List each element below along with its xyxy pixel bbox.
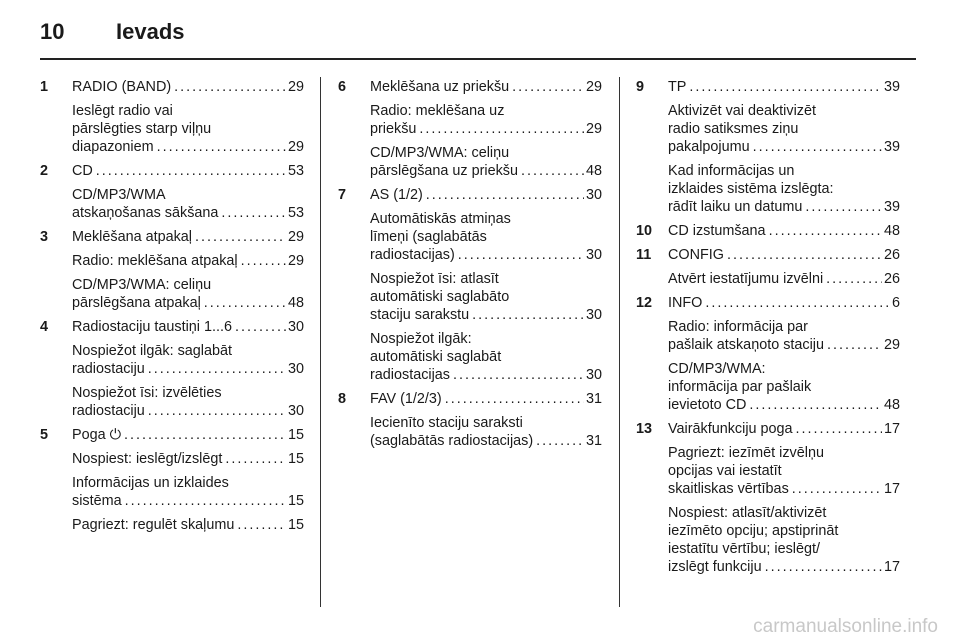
page-reference: 17	[883, 481, 900, 497]
page-reference: 30	[287, 319, 304, 335]
entry-text-line: AS (1/2)	[370, 187, 423, 203]
entry-number: 5	[40, 427, 49, 443]
entry-text-line: informācija par pašlaik	[668, 379, 812, 395]
entry-text	[668, 120, 900, 138]
entry-block	[668, 318, 900, 354]
page-reference: 29	[287, 253, 304, 269]
entry-text-line: automātiski saglabāt	[370, 349, 502, 365]
entry-text-line: Radiostaciju taustiņi 1...6	[72, 319, 232, 335]
entry-text-line: TP	[668, 79, 687, 95]
page-reference: 53	[287, 163, 304, 179]
index-entry	[40, 426, 304, 534]
entry-text	[72, 138, 304, 156]
entry-text-line: līmeņi (saglabātās	[370, 229, 487, 245]
page-title: Ievads	[116, 19, 185, 44]
entry-block	[72, 276, 304, 312]
entry-text-line: CD izstumšana	[668, 223, 766, 239]
entry-text-line: Informācijas un izklaides	[72, 475, 229, 491]
entry-text-line: pašlaik atskaņoto staciju	[668, 337, 824, 353]
entry-text	[370, 306, 602, 324]
entry-text	[668, 102, 900, 120]
entry-text	[370, 120, 602, 138]
entry-text	[72, 492, 304, 510]
entry-block	[72, 186, 304, 222]
entry-text	[668, 558, 900, 576]
entry-text-line: skaitliskas vērtības	[668, 481, 789, 497]
entry-number: 10	[636, 223, 653, 239]
index-entry	[40, 78, 304, 156]
page-reference: 15	[287, 493, 304, 509]
entry-text-line: izslēgt funkciju	[668, 559, 762, 575]
entry-text	[370, 186, 602, 204]
page-reference: 29	[287, 229, 304, 245]
page-reference: 29	[585, 79, 602, 95]
page-reference: 30	[585, 307, 602, 323]
entry-text-line: Nospiežot ilgāk:	[370, 331, 472, 347]
column-divider	[619, 77, 620, 607]
entry-text	[668, 462, 900, 480]
page-reference: 15	[287, 451, 304, 467]
entry-text	[668, 480, 900, 498]
page-reference: 39	[883, 79, 900, 95]
page-reference: 26	[883, 271, 900, 287]
entry-block	[370, 144, 602, 180]
page-reference: 48	[585, 163, 602, 179]
entry-text	[668, 138, 900, 156]
entry-block	[72, 450, 304, 468]
entry-text-line: Radio: informācija par	[668, 319, 808, 335]
entry-text	[668, 444, 900, 462]
entry-block	[370, 186, 602, 204]
entry-number: 2	[40, 163, 49, 179]
entry-block	[668, 102, 900, 156]
entry-text-line: Pagriezt: regulēt skaļumu	[72, 517, 235, 533]
entry-text	[72, 402, 304, 420]
entry-text-line: priekšu	[370, 121, 417, 137]
entry-text-line: rādīt laiku un datumu	[668, 199, 803, 215]
entry-text	[72, 360, 304, 378]
entry-block	[72, 162, 304, 180]
entry-text	[668, 318, 900, 336]
entry-text	[72, 294, 304, 312]
entry-text-line: radiostacijas	[370, 367, 450, 383]
entry-block	[668, 420, 900, 438]
entry-text-line: radiostacijas)	[370, 247, 455, 263]
entry-number: 13	[636, 421, 653, 437]
entry-text-line: opcijas vai iestatīt	[668, 463, 782, 479]
entry-text-line: diapazoniem	[72, 139, 154, 155]
page-reference: 17	[883, 559, 900, 575]
entry-number: 3	[40, 229, 49, 245]
entry-block	[668, 78, 900, 96]
entry-text-line: (saglabātās radiostacijas)	[370, 433, 534, 449]
entry-block	[370, 330, 602, 384]
entry-text	[370, 78, 602, 96]
entry-text-line: pārslēgšana uz priekšu	[370, 163, 518, 179]
index-entry	[636, 246, 900, 288]
page-reference: 30	[287, 403, 304, 419]
page-reference: 15	[287, 427, 304, 443]
entry-block	[370, 102, 602, 138]
page-reference: 30	[585, 247, 602, 263]
entry-text	[72, 204, 304, 222]
entry-text-line: Aktivizēt vai deaktivizēt	[668, 103, 816, 119]
entry-text-line: Radio: meklēšana atpakaļ	[72, 253, 238, 269]
entry-text-line: automātiski saglabāto	[370, 289, 510, 305]
index-entry	[636, 78, 900, 216]
page-reference: 26	[883, 247, 900, 263]
page-reference: 6	[891, 295, 900, 311]
entry-text-line: Nospiest: ieslēgt/izslēgt	[72, 451, 223, 467]
entry-text	[668, 246, 900, 264]
entry-block	[72, 102, 304, 156]
entry-text-line: iestatītu vērtību; ieslēgt/	[668, 541, 820, 557]
index-entry	[40, 228, 304, 312]
entry-text	[72, 342, 304, 360]
entry-number: 9	[636, 79, 645, 95]
header-rule	[40, 58, 916, 60]
entry-text-line: Nospiežot īsi: izvēlēties	[72, 385, 222, 401]
entry-text	[668, 360, 900, 378]
toc-column-1	[40, 78, 304, 540]
entry-text-line: iezīmēto opciju; apstiprināt	[668, 523, 839, 539]
entry-text	[72, 450, 304, 468]
toc-column-3	[636, 78, 900, 582]
entry-text	[72, 276, 304, 294]
entry-block	[668, 294, 900, 312]
entry-text	[668, 180, 900, 198]
entry-text-line: staciju sarakstu	[370, 307, 470, 323]
index-entry	[636, 222, 900, 240]
page-reference: 31	[585, 433, 602, 449]
toc-column-2	[338, 78, 602, 456]
entry-text-line: CD	[72, 163, 93, 179]
entry-block	[668, 222, 900, 240]
entry-text-line: sistēma	[72, 493, 122, 509]
entry-block	[72, 78, 304, 96]
entry-number: 11	[636, 247, 652, 263]
entry-block	[72, 228, 304, 246]
entry-text-line: CD/MP3/WMA: celiņu	[370, 145, 510, 161]
entry-text-line: CD/MP3/WMA:	[668, 361, 766, 377]
entry-text-line: pārslēgšana atpakaļ	[72, 295, 201, 311]
entry-text	[668, 522, 900, 540]
page-reference: 30	[585, 187, 602, 203]
entry-text	[668, 162, 900, 180]
entry-number: 1	[40, 79, 49, 95]
entry-text	[668, 540, 900, 558]
page-reference: 15	[287, 517, 304, 533]
entry-number: 8	[338, 391, 347, 407]
entry-text	[668, 504, 900, 522]
entry-text-line: RADIO (BAND)	[72, 79, 172, 95]
entry-number: 12	[636, 295, 653, 311]
entry-text-line: Vairākfunkciju poga	[668, 421, 793, 437]
entry-text	[72, 474, 304, 492]
entry-text	[370, 348, 602, 366]
entry-text	[72, 516, 304, 534]
entry-text	[370, 144, 602, 162]
entry-text	[72, 228, 304, 246]
entry-text	[370, 270, 602, 288]
page-reference: 29	[585, 121, 602, 137]
entry-text-line: Kad informācijas un	[668, 163, 795, 179]
entry-text-line: pakalpojumu	[668, 139, 750, 155]
entry-text-line: CONFIG	[668, 247, 724, 263]
entry-block	[668, 270, 900, 288]
page-reference: 48	[287, 295, 304, 311]
entry-text	[668, 222, 900, 240]
entry-block	[370, 78, 602, 96]
index-entry	[338, 186, 602, 384]
entry-text	[370, 246, 602, 264]
entry-text	[72, 318, 304, 336]
entry-block	[72, 474, 304, 510]
entry-text-line: INFO	[668, 295, 703, 311]
page-number: 10	[40, 19, 65, 44]
index-entry	[338, 78, 602, 180]
entry-block	[370, 270, 602, 324]
entry-text-line: Pagriezt: iezīmēt izvēlņu	[668, 445, 824, 461]
entry-text-line: FAV (1/2/3)	[370, 391, 442, 407]
entry-text	[72, 78, 304, 96]
entry-text	[668, 378, 900, 396]
page-reference: 17	[883, 421, 900, 437]
entry-text-line: radiostaciju	[72, 403, 145, 419]
entry-text	[668, 420, 900, 438]
index-entry	[338, 390, 602, 450]
entry-text	[72, 186, 304, 204]
entry-text	[370, 210, 602, 228]
entry-text	[370, 162, 602, 180]
entry-block	[72, 252, 304, 270]
page-reference: 29	[287, 79, 304, 95]
entry-block	[668, 444, 900, 498]
entry-block	[668, 360, 900, 414]
entry-text	[370, 432, 602, 450]
entry-text-line: Poga ⏻	[72, 427, 121, 443]
entry-text-line: Nospiežot ilgāk: saglabāt	[72, 343, 232, 359]
entry-text	[370, 102, 602, 120]
index-entry	[40, 162, 304, 222]
entry-text-line: Meklēšana atpakaļ	[72, 229, 192, 245]
entry-text	[668, 270, 900, 288]
entry-text	[370, 414, 602, 432]
entry-text-line: Nospiest: atlasīt/aktivizēt	[668, 505, 827, 521]
entry-text	[72, 102, 304, 120]
entry-block	[72, 342, 304, 378]
entry-text	[370, 390, 602, 408]
entry-block	[72, 318, 304, 336]
entry-text	[72, 252, 304, 270]
entry-text-line: CD/MP3/WMA: celiņu	[72, 277, 212, 293]
entry-text-line: izklaides sistēma izslēgta:	[668, 181, 834, 197]
entry-text	[72, 426, 304, 444]
entry-text-line: ievietoto CD	[668, 397, 747, 413]
entry-text	[72, 120, 304, 138]
entry-text	[668, 78, 900, 96]
entry-block	[370, 414, 602, 450]
column-divider	[320, 77, 321, 607]
entry-block	[72, 384, 304, 420]
index-entry	[40, 318, 304, 420]
entry-text	[370, 330, 602, 348]
page-reference: 31	[585, 391, 602, 407]
entry-text-line: Ieslēgt radio vai	[72, 103, 173, 119]
page-reference: 48	[883, 223, 900, 239]
entry-text-line: radiostaciju	[72, 361, 145, 377]
entry-number: 7	[338, 187, 347, 203]
page-reference: 29	[883, 337, 900, 353]
entry-text	[72, 162, 304, 180]
entry-block	[668, 504, 900, 576]
entry-text-line: Radio: meklēšana uz	[370, 103, 505, 119]
watermark: carmanualsonline.info	[753, 616, 938, 637]
entry-text	[72, 384, 304, 402]
entry-text-line: atskaņošanas sākšana	[72, 205, 219, 221]
entry-text-line: CD/MP3/WMA	[72, 187, 166, 203]
page-reference: 29	[287, 139, 304, 155]
entry-text-line: radio satiksmes ziņu	[668, 121, 799, 137]
entry-text-line: Atvērt iestatījumu izvēlni	[668, 271, 824, 287]
entry-text-line: pārslēgties starp viļņu	[72, 121, 212, 137]
entry-text	[370, 366, 602, 384]
entry-block	[72, 516, 304, 534]
entry-text	[668, 336, 900, 354]
entry-text	[668, 294, 900, 312]
index-entry	[636, 420, 900, 576]
entry-text	[370, 288, 602, 306]
entry-text	[668, 396, 900, 414]
page-reference: 53	[287, 205, 304, 221]
entry-number: 6	[338, 79, 347, 95]
entry-number: 4	[40, 319, 49, 335]
entry-block	[668, 246, 900, 264]
page-reference: 39	[883, 139, 900, 155]
entry-text	[668, 198, 900, 216]
entry-block	[370, 390, 602, 408]
page-reference: 48	[883, 397, 900, 413]
page-reference: 30	[585, 367, 602, 383]
entry-block	[668, 162, 900, 216]
index-entry	[636, 294, 900, 414]
entry-text-line: Nospiežot īsi: atlasīt	[370, 271, 499, 287]
entry-text	[370, 228, 602, 246]
page-reference: 30	[287, 361, 304, 377]
page-reference: 39	[883, 199, 900, 215]
entry-text-line: Meklēšana uz priekšu	[370, 79, 510, 95]
entry-block	[72, 426, 304, 444]
entry-text-line: Automātiskās atmiņas	[370, 211, 511, 227]
entry-text-line: Iecienīto staciju saraksti	[370, 415, 523, 431]
entry-block	[370, 210, 602, 264]
